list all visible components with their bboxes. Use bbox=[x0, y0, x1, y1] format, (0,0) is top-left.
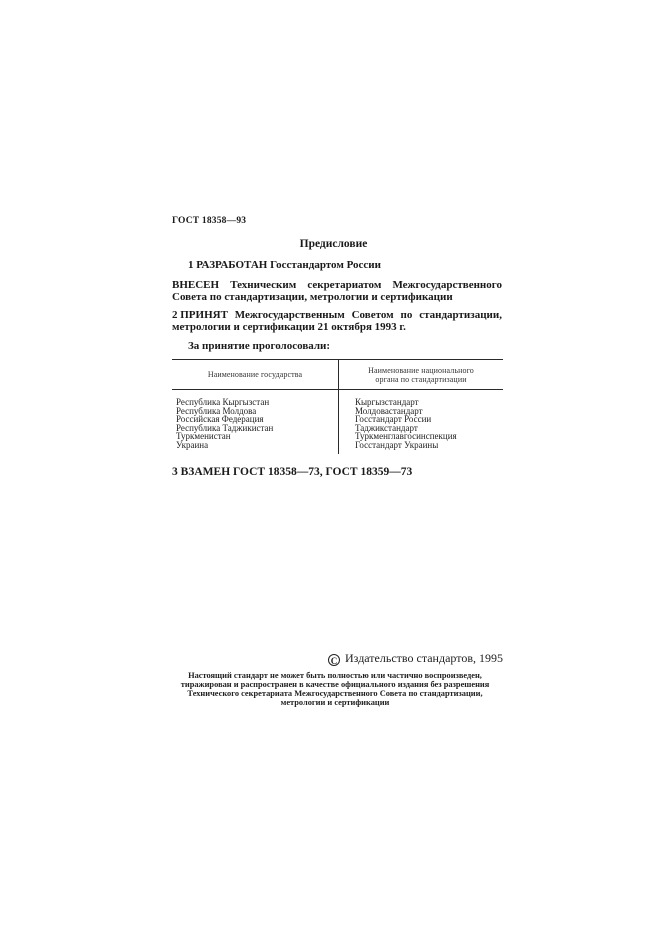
table-cell-state: Туркменистан bbox=[176, 431, 231, 442]
table-cell-body: Туркменглавгосинспекция bbox=[355, 431, 457, 442]
adopted-word: Межгосударственным bbox=[234, 309, 345, 321]
table-cell-body: Госстандарт Украины bbox=[355, 439, 439, 450]
developed-number: 1 bbox=[188, 259, 194, 271]
table-cell-state: Республика Кыргызстан bbox=[176, 397, 270, 407]
introduced-word: Межгосударственного bbox=[392, 279, 502, 291]
document-code: ГОСТ 18358—93 bbox=[172, 216, 247, 226]
table-cell-body: Кыргызстандарт bbox=[355, 397, 419, 407]
copyright-line bbox=[328, 651, 503, 666]
developed-paragraph bbox=[188, 259, 381, 271]
adopted-word: стандартизации, bbox=[419, 309, 502, 321]
table-cell-body: Госстандарт России bbox=[355, 414, 432, 425]
developed-keyword: РАЗРАБОТАН bbox=[196, 259, 268, 271]
copyright-icon: C bbox=[328, 654, 340, 666]
adopted-word: Советом bbox=[351, 309, 394, 321]
voted-label: За принятие проголосовали: bbox=[188, 340, 331, 352]
notice-line: Настоящий стандарт не может быть полностью или частично воспроизведен, bbox=[188, 671, 482, 680]
notice-line: Технического секретариата Межгосударственного Совета по стандартизации, bbox=[187, 689, 483, 698]
table-bodies-column bbox=[355, 398, 457, 450]
table-states-column bbox=[176, 398, 273, 450]
table-cell-state: Республика Таджикистан bbox=[176, 422, 274, 433]
introduced-word: секретариатом bbox=[307, 279, 382, 291]
notice-line: тиражирован и распространен в качестве официального издания без разрешения bbox=[180, 680, 490, 689]
introduced-keyword: ВНЕСЕН bbox=[172, 279, 220, 291]
page-title: Предисловие bbox=[299, 238, 368, 250]
developed-text: Госстандартом России bbox=[270, 259, 381, 271]
table-cell-body: Молдовастандарт bbox=[355, 405, 423, 416]
replaced-paragraph: 3 ВЗАМЕН ГОСТ 18358—73, ГОСТ 18359—73 bbox=[172, 466, 413, 478]
reproduction-notice bbox=[160, 671, 510, 707]
introduced-word: Техническим bbox=[230, 279, 297, 291]
adopted-paragraph-line1 bbox=[172, 309, 502, 321]
introduced-paragraph-line2: Совета по стандартизации, метрологии и сертификации bbox=[172, 291, 453, 303]
table-header-state: Наименование государства bbox=[207, 370, 303, 379]
adopted-word: по bbox=[400, 309, 413, 321]
table-header-body-line1: Наименование национального bbox=[368, 366, 474, 375]
table-cell-body: Таджикстандарт bbox=[355, 422, 418, 433]
table-cell-state: Республика Молдова bbox=[176, 405, 257, 416]
introduced-paragraph-line1 bbox=[172, 279, 502, 291]
table-cell-state: Украина bbox=[176, 439, 209, 450]
table-header-body-line2: органа по стандартизации bbox=[375, 375, 467, 384]
notice-line: метрологии и сертификации bbox=[280, 698, 390, 707]
adopted-lead: 2 ПРИНЯТ bbox=[172, 309, 228, 321]
adopted-paragraph-line2: метрологии и сертификации 21 октября 1993 г. bbox=[172, 321, 406, 333]
copyright-text: Издательство стандартов, 1995 bbox=[345, 651, 503, 665]
table-cell-state: Российская Федерация bbox=[176, 414, 264, 425]
